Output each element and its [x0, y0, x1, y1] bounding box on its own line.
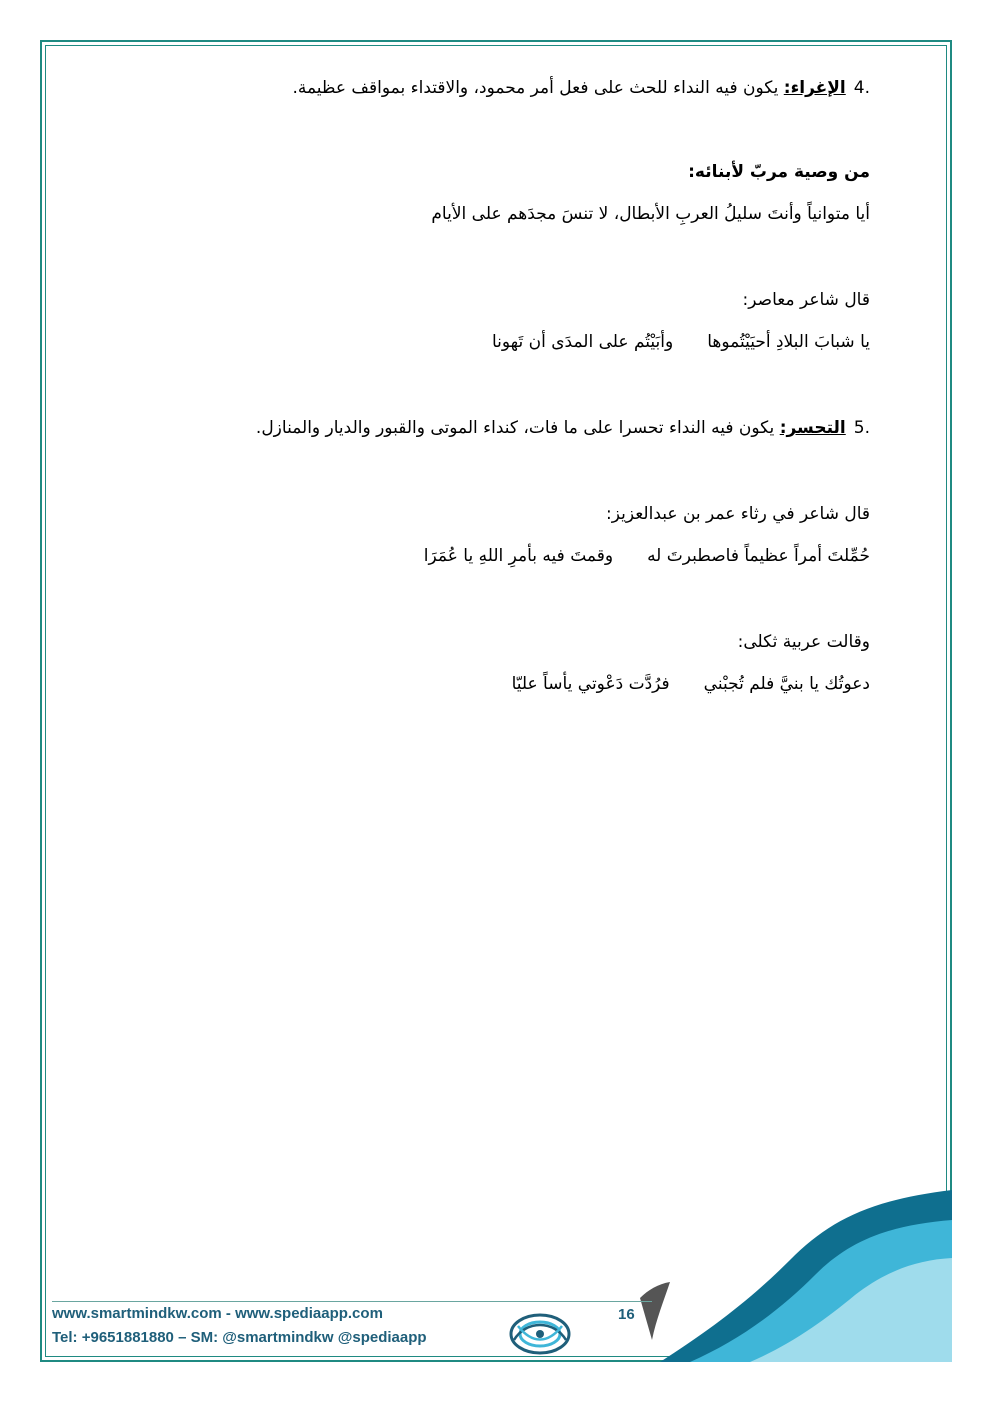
item-4-number: .4	[853, 78, 870, 98]
item-4	[60, 74, 870, 102]
example-4-intro: وقالت عربية ثكلى:	[737, 632, 870, 652]
item-5-term: التحسر:	[779, 418, 846, 438]
example-3-intro: قال شاعر في رثاء عمر بن عبدالعزيز:	[606, 504, 870, 524]
footer-websites: www.smartmindkw.com - www.spediaapp.com	[52, 1305, 383, 1322]
example-1-heading: من وصية مربّ لأبنائه:	[688, 162, 870, 182]
page-content	[60, 60, 870, 1280]
verse-second-hemistich: فرُدَّت دَعْوتي يأساً عليّا	[511, 674, 670, 694]
item-4-term: الإغراء:	[783, 78, 846, 98]
verse-second-hemistich: وأبَيْتُم على المدَى أن تَهونا	[491, 332, 674, 352]
brand-logo-icon	[508, 1310, 572, 1356]
verse-first-hemistich: دعوتُك يا بنيَّ فلم تُجبْني	[703, 674, 870, 694]
item-5	[60, 414, 870, 442]
example-2-verse	[60, 328, 870, 356]
footer-wave-decoration	[600, 1180, 952, 1362]
verse-first-hemistich: يا شبابَ البلادِ أحيَيْتُموها	[707, 332, 870, 352]
footer-divider	[52, 1301, 652, 1302]
example-3-verse	[60, 542, 870, 570]
page-number: 16	[618, 1306, 635, 1323]
footer-contact: Tel: +9651881880 – SM: @smartmindkw @spediaapp	[52, 1329, 427, 1346]
example-4-verse	[60, 670, 870, 698]
verse-second-hemistich: وقمتَ فيه بأمرِ اللهِ يا عُمَرَا	[423, 546, 614, 566]
example-2-intro: قال شاعر معاصر:	[742, 290, 870, 310]
example-1-line: أيا متوانياً وأنتَ سليلُ العربِ الأبطال، لا تنسَ مجدَهم على الأيام	[431, 204, 870, 224]
item-5-text: يكون فيه النداء تحسرا على ما فات، كنداء الموتى والقبور والديار والمنازل.	[255, 418, 780, 438]
item-4-text: يكون فيه النداء للحث على فعل أمر محمود، والاقتداء بمواقف عظيمة.	[292, 78, 784, 98]
item-5-number: .5	[853, 418, 870, 438]
verse-first-hemistich: حُمِّلتَ أمراً عظيماً فاصطبرتَ له	[647, 546, 870, 566]
